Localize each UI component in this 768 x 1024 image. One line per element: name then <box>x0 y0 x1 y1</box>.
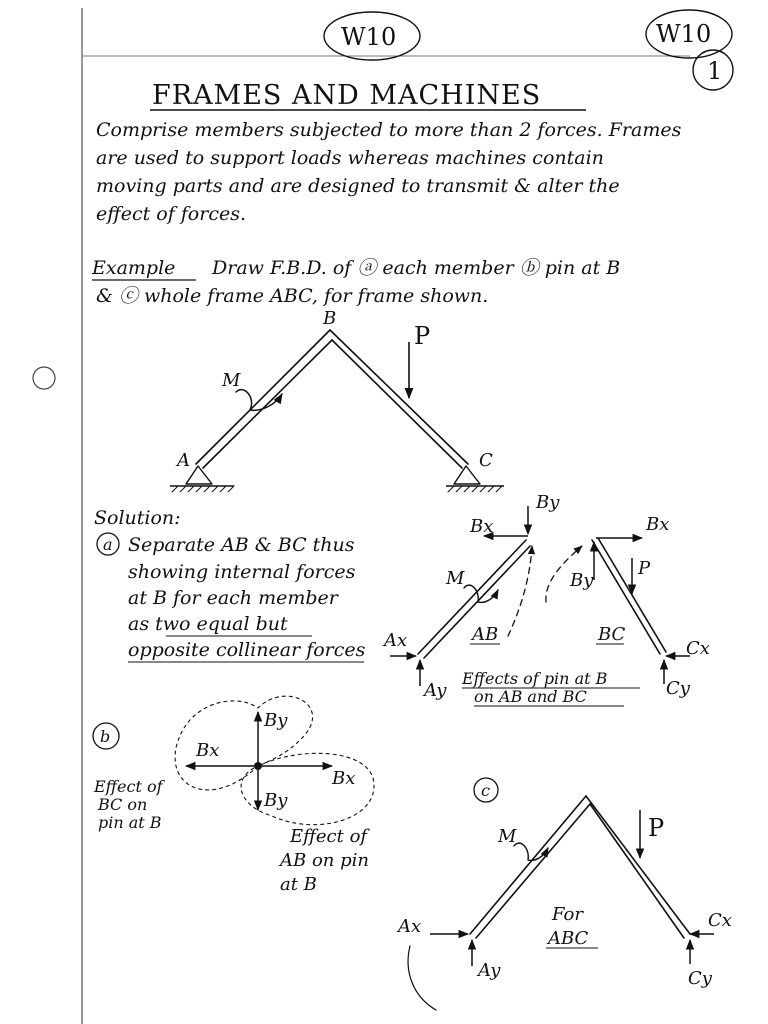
effect-ab-line-2: AB on pin <box>280 850 369 871</box>
part-b-marker: b <box>100 727 111 746</box>
effect-bc-line-1: Effect of <box>94 777 163 796</box>
ground-c-hatch <box>448 486 502 492</box>
solution-line-1: Separate AB & BC thus <box>128 534 355 556</box>
effect-bc-line-3: pin at B <box>98 813 162 832</box>
solution-heading: Solution: <box>94 507 181 529</box>
corner-scribble <box>408 946 436 1010</box>
binder-hole <box>33 367 55 389</box>
whole-frame-diagram <box>396 778 732 1010</box>
whole-member-bc <box>586 796 690 938</box>
label-m: M <box>222 370 241 391</box>
effects-line-1: Effects of pin at B <box>462 669 608 688</box>
page-title: FRAMES AND MACHINES <box>152 80 542 111</box>
label-a: A <box>177 450 190 471</box>
ground-a-hatch <box>172 486 234 492</box>
pin-by-bottom: By <box>264 790 288 811</box>
pin-bx-right: Bx <box>332 768 356 789</box>
whole-ay-label: Ay <box>478 960 501 981</box>
pin-by-top: By <box>264 710 288 731</box>
label-b: B <box>323 308 337 329</box>
whole-m-label: M <box>498 826 517 847</box>
label-c: C <box>479 450 493 471</box>
whole-cy-label: Cy <box>688 968 712 989</box>
label-p: P <box>414 322 431 350</box>
member-ab <box>196 330 332 468</box>
intro-line-4: effect of forces. <box>96 203 247 225</box>
support-c <box>454 466 480 484</box>
pin-b <box>254 762 262 770</box>
fbd-p-label: P <box>638 558 651 579</box>
tag-left: W10 <box>341 23 397 51</box>
effect-ab-line-3: at B <box>280 874 317 895</box>
whole-ax-label: Ax <box>398 916 422 937</box>
member-bc <box>330 330 468 468</box>
pin-b-diagram <box>93 696 374 895</box>
fbd-bx-left: Bx <box>470 516 494 537</box>
fbd-bx-right: Bx <box>646 514 670 535</box>
for-label: For <box>552 904 583 925</box>
fbd-m-label: M <box>446 568 465 589</box>
frame-diagram <box>170 308 504 492</box>
fbd-ab-label: AB <box>472 624 499 645</box>
solution-line-5: opposite collinear forces <box>128 639 366 661</box>
effect-ab-line-1: Effect of <box>290 826 368 847</box>
fbd-members <box>382 492 710 706</box>
tag-right: W10 <box>656 20 712 48</box>
example-line-1: Draw F.B.D. of ⓐ each member ⓑ pin at B <box>212 257 621 279</box>
example-heading: Example <box>92 257 176 279</box>
intro-line-3: moving parts and are designed to transmit & alter the <box>96 175 620 197</box>
pin-bx-left: Bx <box>196 740 220 761</box>
example-line-2: & ⓒ whole frame ABC, for frame shown. <box>96 285 489 307</box>
fbd-ax: Ax <box>384 630 408 651</box>
part-c-marker: c <box>481 781 490 800</box>
intro-line-2: are used to support loads whereas machines contain <box>96 147 604 169</box>
effects-line-2: on AB and BC <box>474 687 587 706</box>
fbd-bc-label: BC <box>598 624 626 645</box>
fbd-cy: Cy <box>666 678 690 699</box>
dashed-link-left <box>508 546 532 636</box>
part-a-marker: a <box>103 535 113 554</box>
solution-line-4: as two equal but <box>128 613 288 635</box>
abc-label: ABC <box>548 928 589 949</box>
fbd-by-right: By <box>570 570 594 591</box>
whole-p-label: P <box>648 814 665 842</box>
fbd-ay: Ay <box>424 680 447 701</box>
page-number: 1 <box>707 57 723 85</box>
whole-cx-label: Cx <box>708 910 732 931</box>
solution-line-3: at B for each member <box>128 587 338 609</box>
fbd-by-left: By <box>536 492 560 513</box>
intro-line-1: Comprise members subjected to more than 2 forces. Frames <box>96 119 682 141</box>
whole-moment-arrow <box>514 843 548 860</box>
fbd-cx: Cx <box>686 638 710 659</box>
effect-bc-line-2: BC on <box>98 795 148 814</box>
solution-line-2: showing internal forces <box>128 561 356 583</box>
